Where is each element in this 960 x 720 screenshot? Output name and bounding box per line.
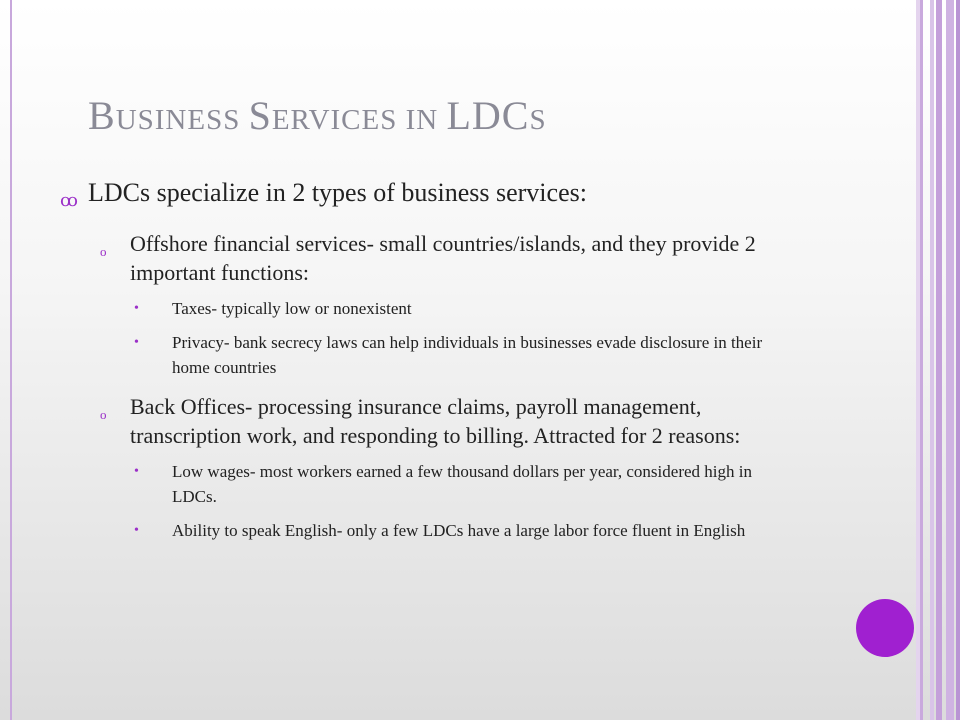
right-decorative-bars <box>916 0 960 720</box>
detail-bullet-text: Ability to speak English- only a few LDCs have a large labor force fluent in English <box>172 521 746 540</box>
sub-bullet-text: Back Offices- processing insurance claims, payroll management, transcription work, and responding to billing. Attracted for 2 reasons: <box>130 394 741 448</box>
decorative-circle <box>856 599 914 657</box>
decor-bar <box>920 0 923 720</box>
title-part: S <box>529 104 547 136</box>
left-decorative-rule <box>10 0 12 720</box>
bullet-icon: • <box>134 523 139 538</box>
title-part: B <box>88 93 116 138</box>
detail-bullet-text: Taxes- typically low or nonexistent <box>172 299 412 318</box>
title-part: ERVICES <box>271 104 406 136</box>
detail-bullet-text: Low wages- most workers earned a few thousand dollars per year, considered high in LDCs. <box>172 462 752 506</box>
detail-bullet-item <box>134 459 800 509</box>
decor-bar <box>956 0 960 720</box>
detail-bullet-text: Privacy- bank secrecy laws can help individuals in businesses evade disclosure in their home countries <box>172 333 763 377</box>
title-part: USINESS <box>115 104 249 136</box>
bullet-icon: o <box>100 244 107 259</box>
sub-bullet-text: Offshore financial services- small countries/islands, and they provide 2 important functions: <box>130 231 756 285</box>
slide-title <box>88 92 547 139</box>
title-part: LDC <box>446 93 530 138</box>
bullet-icon: • <box>134 301 139 316</box>
main-bullet-item <box>60 176 800 217</box>
bullet-icon: • <box>134 464 139 479</box>
title-part: IN <box>405 104 447 136</box>
main-bullet-text: LDCs specialize in 2 types of business services: <box>88 178 587 207</box>
detail-bullet-item <box>134 296 800 321</box>
detail-bullet-item <box>134 518 800 543</box>
bullet-icon: ꝏ <box>60 190 78 210</box>
slide-body <box>60 176 800 543</box>
sub-bullet-item <box>100 229 800 287</box>
sub-bullet-item <box>100 392 800 450</box>
bullet-icon: o <box>100 407 107 422</box>
decor-bar <box>930 0 934 720</box>
decor-bar <box>936 0 942 720</box>
decor-bar <box>946 0 954 720</box>
detail-bullet-item <box>134 330 800 380</box>
bullet-icon: • <box>134 335 139 350</box>
title-part: S <box>248 93 272 138</box>
